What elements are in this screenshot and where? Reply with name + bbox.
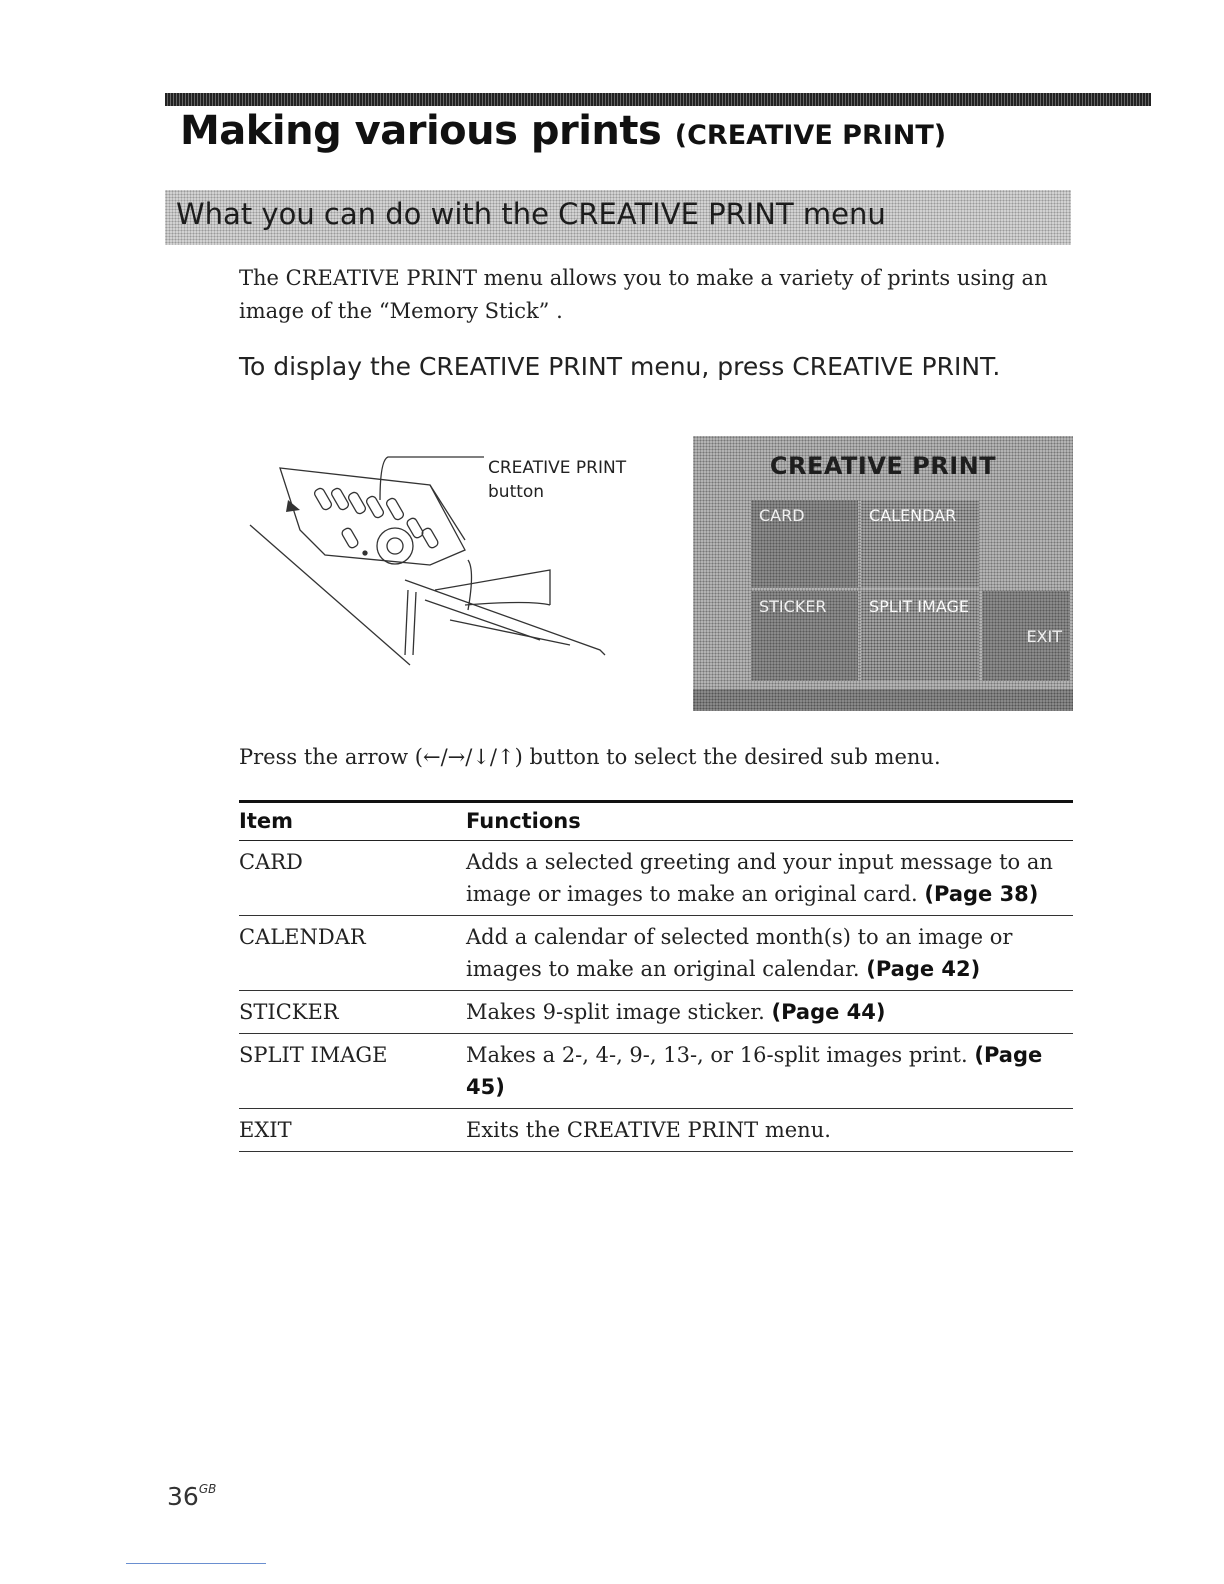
instruction-text: To display the CREATIVE PRINT menu, press CREATIVE PRINT.: [239, 352, 1001, 381]
table-header-row: [239, 802, 1073, 841]
row-item: EXIT: [239, 1109, 466, 1152]
row-function: [466, 841, 1073, 916]
function-text: Adds a selected greeting and your input message to an image or images to make an original card.: [466, 850, 1053, 906]
page-number: [167, 1482, 216, 1511]
table-row: [239, 916, 1073, 991]
function-text: Add a calendar of selected month(s) to an image or images to make an original calendar.: [466, 925, 1013, 981]
title-rule: [165, 93, 1151, 106]
function-text: Exits the CREATIVE PRINT menu.: [466, 1118, 831, 1142]
row-function: [466, 1034, 1073, 1109]
menu-tile-exit[interactable]: EXIT: [982, 591, 1070, 681]
row-function: [466, 1109, 1073, 1152]
screen-title: CREATIVE PRINT: [769, 452, 997, 480]
functions-table: [239, 800, 1073, 1152]
header-functions: Functions: [466, 802, 1073, 841]
creative-print-screen: [693, 436, 1073, 711]
page-reference: (Page 45): [466, 1043, 1043, 1099]
table-row: [239, 1109, 1073, 1152]
header-item: Item: [239, 802, 466, 841]
row-function: [466, 991, 1073, 1034]
menu-tile-card[interactable]: CARD: [751, 500, 858, 588]
arrow-instruction: Press the arrow (←/→/↓/↑) button to select the desired sub menu.: [239, 745, 941, 769]
screen-footer-bar: [693, 689, 1073, 711]
page-reference: (Page 44): [771, 1000, 886, 1024]
row-item: CARD: [239, 841, 466, 916]
callout-line-1: CREATIVE PRINT: [488, 458, 627, 478]
function-text: Makes a 2-, 4-, 9-, 13-, or 16-split images print.: [466, 1043, 968, 1067]
section-heading: What you can do with the CREATIVE PRINT menu: [176, 197, 886, 231]
footer-line: [126, 1563, 266, 1564]
menu-tile-sticker[interactable]: STICKER: [751, 591, 858, 681]
callout-line-2: button: [488, 482, 545, 502]
intro-paragraph: The CREATIVE PRINT menu allows you to make a variety of prints using an image of the “Memory Stick” .: [239, 266, 1048, 323]
page-number-value: 36: [167, 1482, 199, 1511]
menu-tile-split-image[interactable]: SPLIT IMAGE: [861, 591, 979, 681]
page-title-text: Making various prints: [180, 108, 662, 154]
table-row: [239, 1034, 1073, 1109]
page-reference: (Page 38): [924, 882, 1039, 906]
row-function: [466, 916, 1073, 991]
table-row: [239, 991, 1073, 1034]
page-title: [180, 108, 946, 154]
page-number-suffix: GB: [198, 1482, 217, 1496]
creative-print-button-callout: [488, 456, 626, 504]
page-reference: (Page 42): [866, 957, 981, 981]
table-row: [239, 841, 1073, 916]
function-text: Makes 9-split image sticker.: [466, 1000, 765, 1024]
page-title-suffix: (CREATIVE PRINT): [674, 120, 947, 151]
row-item: CALENDAR: [239, 916, 466, 991]
row-item: STICKER: [239, 991, 466, 1034]
row-item: SPLIT IMAGE: [239, 1034, 466, 1109]
menu-tile-calendar[interactable]: CALENDAR: [861, 500, 979, 588]
